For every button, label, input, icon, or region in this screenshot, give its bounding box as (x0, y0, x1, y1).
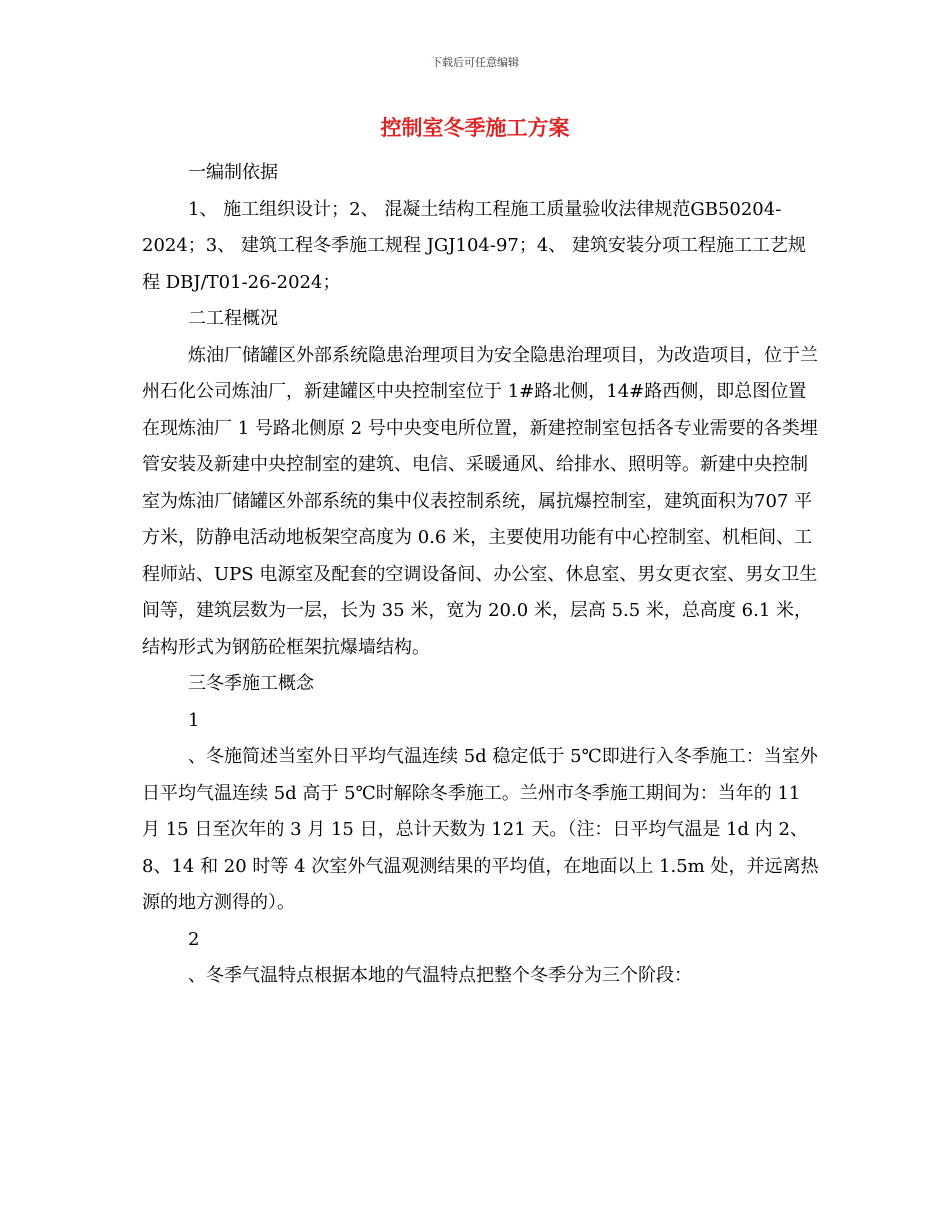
section-heading-overview: 二工程概况 (188, 308, 278, 329)
paragraph-winter-temperature: 、冬季气温特点根据本地的气温特点把整个冬季分为三个阶段： (188, 965, 692, 986)
paragraph-winter-summary: 、冬施简述当室外日平均气温连续 5d 稳定低于 5℃即进行入冬季施工：当室外日平均气温连续 5d 高于 5℃时解除冬季施工。兰州市冬季施工期间为：当年的 11 月 15 日至次年的 3 月 15 日，总计天数为 121 天。（注：日平均气温是 1d 内 2、8、14 和 20 时等 4 次室外气温观测结果的平均值，在地面以上 1.5m 处，并远离热源的地方测得的）。 (142, 746, 819, 913)
paragraph-basis-list: 1、 施工组织设计；2、 混凝土结构工程施工质量验收法律规范GB50204-2024；3、 建筑工程冬季施工规程 JGJ104-97；4、 建筑安装分项工程施工工艺规程 DBJ/T01-26-2024； (142, 198, 807, 293)
section-heading-winter-concept: 三冬季施工概念 (188, 673, 314, 694)
paragraph-overview: 炼油厂储罐区外部系统隐患治理项目为安全隐患治理项目，为改造项目，位于兰州石化公司炼油厂，新建罐区中央控制室位于 1#路北侧，14#路西侧，即总图位置在现炼油厂 1 号路北侧原 2 号中央变电所位置，新建控制室包括各专业需要的各类埋管安装及新建中央控制室的建筑、电信、采暖通风、给排水、照明等。新建中央控制室为炼油厂储罐区外部系统的集中仪表控制系统，属抗爆控制室，建筑面积为707 平方米，防静电活动地板架空高度为 0.6 米，主要使用功能有中心控制室、机柜间、工程师站、UPS 电源室及配套的空调设备间、办公室、休息室、男女更衣室、男女卫生间等，建筑层数为一层，长为 35 米，宽为 20.0 米，层高 5.5 米，总高度 6.1 米，结构形式为钢筋砼框架抗爆墙结构。 (142, 344, 818, 658)
document-title: 控制室冬季施工方案 (380, 116, 570, 140)
section-heading-basis: 一编制依据 (188, 162, 278, 183)
item-number-2: 2 (188, 928, 200, 950)
document-body (142, 155, 822, 995)
header-note: 下载后可任意编辑 (431, 56, 519, 69)
item-number-1: 1 (188, 709, 200, 731)
